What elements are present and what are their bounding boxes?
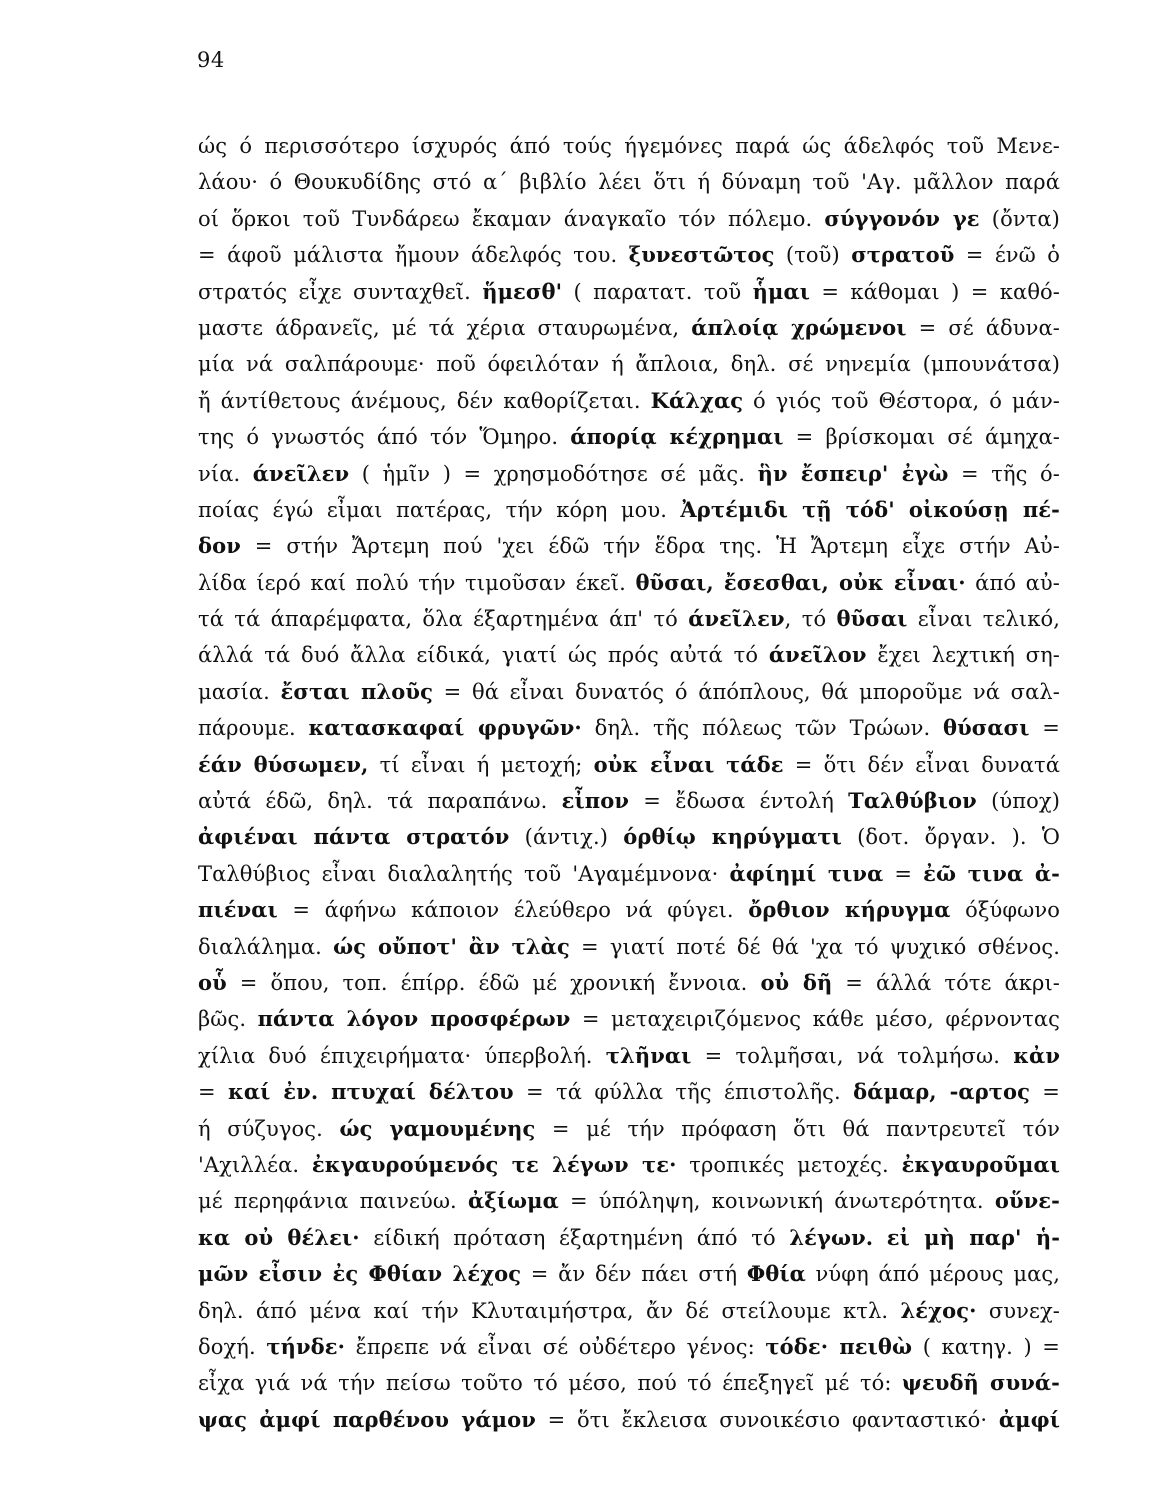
text-line: οὗ = ὅπου, τοπ. έπίρρ. έδῶ μέ χρονική ἔννοια. οὐ δῆ = άλλά τότε άκρι- (198, 969, 1060, 995)
lemma-term: στρατοῦ (851, 242, 955, 268)
lemma-term: ώς οὔποτ' ἂν τλὰς (333, 933, 570, 959)
lemma-term: άπλοίᾳ χρώμενοι (691, 314, 907, 340)
lemma-term: δάμαρ, -αρτος (853, 1079, 1030, 1105)
text-line: πάρουμε. κατασκαφαί φρυγῶν· δηλ. τῆς πόλεως τῶν Τρώων. θύσασι = (198, 715, 1060, 741)
text-line: μέ περηφάνια παινεύω. ἀξίωμα = ύπόληψη, κοινωνική άνωτερότητα. οὕνε- (198, 1188, 1060, 1214)
text-line: λάου· ό Θουκυδίδης στό α΄ βιβλίο λέει ὅτι ή δύναμη τοῦ 'Αγ. μᾶλλον παρά (198, 170, 1060, 195)
lemma-term: πάντα λόγον προσφέρων (257, 1006, 571, 1032)
lemma-term: οὗ (198, 969, 227, 995)
commentary-text (198, 128, 1060, 1438)
text-line: μασία. ἔσται πλοῦς = θά εἶναι δυνατός ό άπόπλους, θά μποροῦμε νά σαλ- (198, 678, 1060, 704)
text-line: ώς ό περισσότερο ίσχυρός άπό τούς ήγεμόνες παρά ώς άδελφός τοῦ Μενε- (198, 134, 1060, 158)
lemma-term: τλῆναι (605, 1042, 692, 1068)
lemma-term: έάν θύσωμεν, (198, 751, 369, 777)
page-number: 94 (197, 48, 225, 72)
text-line: εἶχα γιά νά τήν πείσω τοῦτο τό μέσο, πού τό έπεξηγεῖ μέ τό: ψευδῆ συνά- (198, 1370, 1060, 1396)
text-line: ψας ἀμφί παρθένου γάμον = ὅτι ἔκλεισα συνοικέσιο φανταστικό· ἀμφί (198, 1406, 1060, 1432)
text-line: αὐτά έδῶ, δηλ. τά παραπάνω. εἶπον = ἔδωσα έντολή Ταλθύβιον (ύποχ) (198, 788, 1060, 814)
lemma-term: Ταλθύβιον (848, 788, 977, 814)
lemma-term: Φθία (746, 1261, 806, 1287)
lemma-term: ἣν ἔσπειρ' ἐγὼ (757, 460, 949, 486)
text-line: οί ὅρκοι τοῦ Τυνδάρεω ἔκαμαν άναγκαῖο τόν πόλεμο. σύγγονόν γε (ὄντα) (198, 205, 1060, 231)
text-line: κα οὐ θέλει· είδική πρόταση έξαρτημένη άπό τό λέγων. εἰ μὴ παρ' ἡ- (198, 1224, 1061, 1250)
text-line: έάν θύσωμεν, τί εἶναι ή μετοχή; οὐκ εἶναι τάδε = ὅτι δέν εἶναι δυνατά (198, 751, 1060, 777)
lemma-term: ψας ἀμφί παρθένου γάμον (198, 1406, 536, 1432)
text-line: μαστε άδρανεῖς, μέ τά χέρια σταυρωμένα, άπλοίᾳ χρώμενοι = σέ άδυνα- (198, 314, 1061, 340)
lemma-term: Ἀρτέμιδι τῇ τόδ' οἰκούσῃ πέ- (680, 496, 1060, 522)
lemma-term: ἀμφί (998, 1406, 1060, 1432)
text-line: βῶς. πάντα λόγον προσφέρων = μεταχειριζόμενος κάθε μέσο, φέρνοντας (198, 1006, 1060, 1032)
text-line: δοχή. τήνδε· ἔπρεπε νά εἶναι σέ οὐδέτερο γένος: τόδε· πειθὼ ( κατηγ. ) = (198, 1333, 1061, 1359)
lemma-term: τόδε· πειθὼ (765, 1333, 913, 1359)
lemma-term: ὄρθιον κήρυγμα (748, 897, 951, 923)
lemma-term: θύσασι (943, 715, 1030, 741)
lemma-term: δον (198, 533, 241, 559)
lemma-term: ἐκγαυρούμενός τε λέγων τε· (311, 1151, 677, 1177)
text-line: Ταλθύβιος εἶναι διαλαλητής τοῦ 'Αγαμέμνονα· ἀφίημί τινα = ἐῶ τινα ἀ- (198, 860, 1060, 886)
text-line: δον = στήν Ἄρτεμη πού 'χει έδῶ τήν ἕδρα της. Ἡ Ἄρτεμη εἶχε στήν Αὐ- (198, 533, 1060, 559)
lemma-term: οὕνε- (994, 1188, 1060, 1214)
lemma-term: άνεῖλεν (688, 606, 785, 632)
text-line: πιέναι = άφήνω κάποιον έλεύθερο νά φύγει. ὄρθιον κήρυγμα όξύφωνο (198, 897, 1060, 923)
lemma-term: καί ἐν. πτυχαί δέλτου (228, 1079, 514, 1105)
text-line: ἤ άντίθετους άνέμους, δέν καθορίζεται. Κάλχας ό γιός τοῦ Θέστορα, ό μάν- (198, 387, 1061, 413)
lemma-term: ἀξίωμα (467, 1188, 559, 1214)
text-line: μία νά σαλπάρουμε· ποῦ όφειλόταν ή ἄπλοια, δηλ. σέ νηνεμία (μπουνάτσα) (198, 352, 1060, 377)
text-line: στρατός εἶχε συνταχθεῖ. ἥμεσθ' ( παρατατ. τοῦ ἧμαι = κάθομαι ) = καθό- (198, 278, 1060, 304)
lemma-term: λέγων. (789, 1224, 874, 1250)
lemma-term: ξυνεστῶτος (628, 242, 775, 268)
lemma-term: τήνδε· (266, 1333, 345, 1359)
lemma-term: κατασκαφαί φρυγῶν· (308, 715, 582, 741)
lemma-term: ἐῶ τινα ἀ- (923, 860, 1060, 886)
text-line: 'Αχιλλέα. ἐκγαυρούμενός τε λέγων τε· τροπικές μετοχές. ἐκγαυροῦμαι (198, 1151, 1060, 1177)
text-line: λίδα ίερό καί πολύ τήν τιμοῦσαν έκεῖ. θῦσαι, ἔσεσθαι, οὐκ εἶναι· άπό αὐ- (198, 569, 1060, 595)
lemma-term: άπορίᾳ κέχρημαι (570, 424, 784, 450)
lemma-term: ώς γαμουμένης (339, 1115, 536, 1141)
text-line: διαλάλημα. ώς οὔποτ' ἂν τλὰς = γιατί ποτέ δέ θά 'χα τό ψυχικό σθένος. (198, 933, 1060, 959)
lemma-term: εἰ μὴ παρ' ἡ- (886, 1224, 1061, 1250)
text-line: = άφοῦ μάλιστα ἤμουν άδελφός του. ξυνεστῶτος (τοῦ) στρατοῦ = ένῶ ὁ (198, 242, 1060, 268)
text-line: άλλά τά δυό ἄλλα είδικά, γιατί ώς πρός αὐτά τό άνεῖλον ἔχει λεχτική ση- (198, 642, 1060, 668)
lemma-term: άνεῖλεν (252, 460, 350, 486)
text-line: = καί ἐν. πτυχαί δέλτου = τά φύλλα τῆς έπιστολῆς. δάμαρ, -αρτος = (198, 1079, 1060, 1105)
lemma-term: ἐκγαυροῦμαι (901, 1151, 1060, 1177)
lemma-term: ἀφιέναι πάντα στρατόν (198, 824, 510, 850)
lemma-term: ἀφίημί τινα (729, 860, 884, 886)
text-line: τά τά άπαρέμφατα, ὅλα έξαρτημένα άπ' τό άνεῖλεν, τό θῦσαι εἶναι τελικό, (198, 606, 1060, 632)
lemma-term: λέχος· (900, 1297, 977, 1323)
lemma-term: όρθίῳ κηρύγματι (623, 824, 842, 850)
text-line: ἀφιέναι πάντα στρατόν (άντιχ.) όρθίῳ κηρύγματι (δοτ. ὄργαν. ). Ὁ (198, 824, 1061, 850)
lemma-term: κα οὐ θέλει· (198, 1224, 360, 1250)
text-line: ή σύζυγος. ώς γαμουμένης = μέ τήν πρόφαση ὅτι θά παντρευτεῖ τόν (198, 1115, 1060, 1141)
lemma-term: σύγγονόν γε (824, 205, 980, 231)
text-line: μῶν εἶσιν ἐς Φθίαν λέχος = ἄν δέν πάει στή Φθία νύφη άπό μέρους μας, (198, 1261, 1060, 1287)
lemma-term: μῶν εἶσιν ἐς Φθίαν λέχος (198, 1261, 522, 1287)
lemma-term: πιέναι (198, 897, 278, 923)
lemma-term: ἧμαι (752, 278, 810, 304)
lemma-term: θῦσαι, ἔσεσθαι, οὐκ εἶναι· (635, 569, 966, 595)
lemma-term: Κάλχας (650, 387, 744, 413)
lemma-term: ψευδῆ συνά- (902, 1370, 1060, 1396)
text-line: νία. άνεῖλεν ( ἡμῖν ) = χρησμοδότησε σέ μᾶς. ἣν ἔσπειρ' ἐγὼ = τῆς ό- (198, 460, 1060, 486)
lemma-term: εἶπον (561, 788, 630, 814)
lemma-term: ἥμεσθ' (482, 278, 563, 304)
lemma-term: κἀν (1013, 1042, 1060, 1068)
text-line: δηλ. άπό μένα καί τήν Κλυταιμήστρα, ἄν δέ στείλουμε κτλ. λέχος· συνεχ- (198, 1297, 1060, 1323)
lemma-term: ἔσται πλοῦς (280, 678, 433, 704)
lemma-term: οὐκ εἶναι τάδε (593, 751, 784, 777)
text-line: της ό γνωστός άπό τόν Ὅμηρο. άπορίᾳ κέχρημαι = βρίσκομαι σέ άμηχα- (198, 424, 1060, 450)
text-line: ποίας έγώ εἶμαι πατέρας, τήν κόρη μου. Ἀρτέμιδι τῇ τόδ' οἰκούσῃ πέ- (198, 496, 1060, 522)
text-line: χίλια δυό έπιχειρήματα· ύπερβολή. τλῆναι = τολμῆσαι, νά τολμήσω. κἀν (198, 1042, 1060, 1068)
lemma-term: άνεῖλον (768, 642, 867, 668)
lemma-term: οὐ δῆ (760, 969, 833, 995)
lemma-term: θῦσαι (836, 606, 908, 632)
